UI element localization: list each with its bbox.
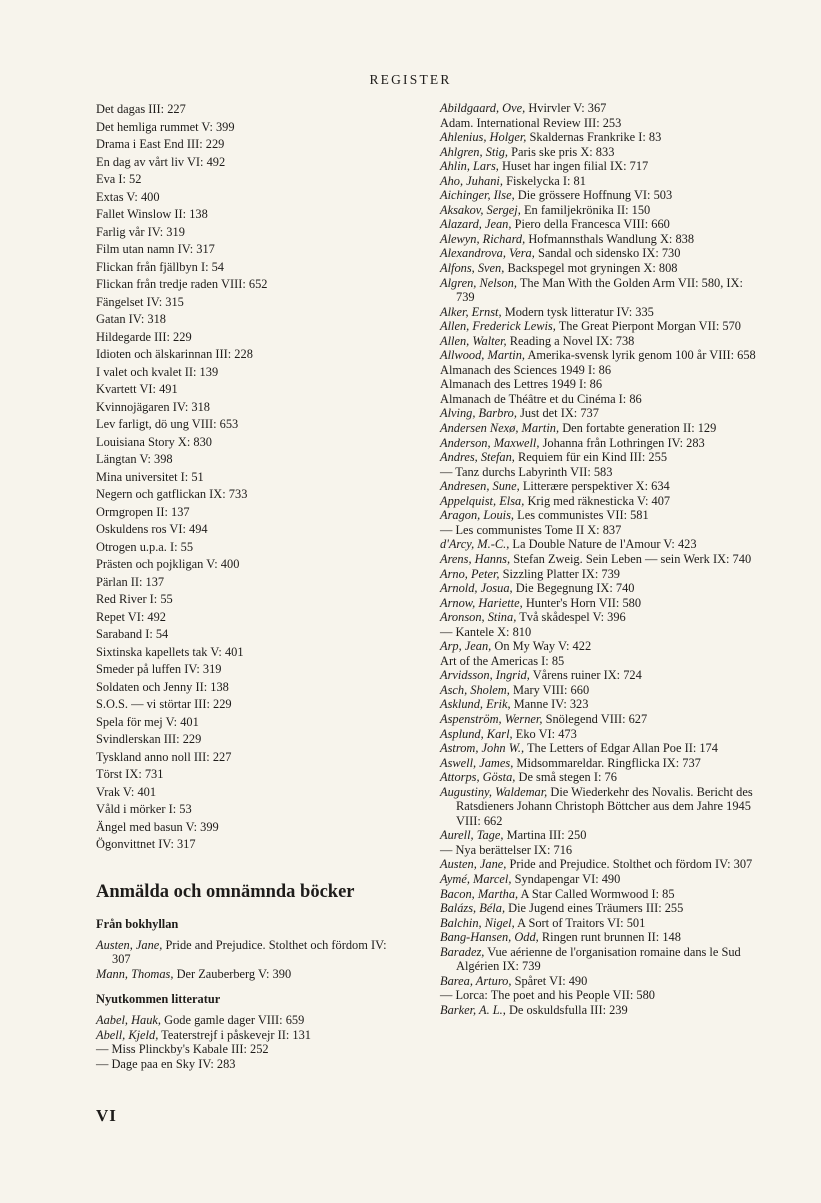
entry-author: Mann, Thomas, [96, 966, 174, 981]
entry-title: — Kantele X: 810 [440, 624, 532, 639]
entry-author: Andresen, Sune, [440, 479, 520, 494]
film-entry: Kvartett VI: 491 [96, 382, 178, 396]
film-entry: Negern och gatflickan IX: 733 [96, 487, 248, 501]
film-entry: Repet VI: 492 [96, 609, 166, 624]
books-section-heading: Anmälda och omnämnda böcker [96, 881, 355, 902]
entry-author: Alfons, Sven, [440, 261, 505, 276]
film-entry: Ängel med basun V: 399 [96, 819, 219, 834]
index-entry [440, 450, 764, 465]
index-entry [440, 246, 764, 261]
entry-author: Aswell, James, [440, 755, 514, 770]
entry-author: Arno, Peter, [440, 566, 500, 581]
index-entry [440, 203, 764, 218]
film-entry: Ögonvittnet IV: 317 [96, 837, 196, 851]
index-entry [440, 363, 764, 378]
entry-title: Huset har ingen filial IX: 717 [501, 159, 649, 174]
film-entry: Längtan V: 398 [96, 452, 173, 466]
entry-author: Aho, Juhani, [440, 173, 503, 188]
entry-title: Pride and Prejudice. Stolthet och fördom IV: 307 [112, 937, 387, 967]
bookshelf-heading: Från bokhyllan [96, 916, 179, 931]
entry-title: Midsommareldar. Ringflicka IX: 737 [516, 755, 701, 770]
entry-author: Arnold, Josua, [440, 581, 513, 596]
entry-author: Anderson, Maxwell, [440, 435, 540, 450]
entry-author: Alazard, Jean, [440, 217, 512, 232]
bookshelf-list [96, 938, 406, 982]
entry-title: Adam. International Review III: 253 [440, 115, 622, 130]
index-entry [440, 552, 764, 567]
entry-author: Austen, Jane, [96, 937, 163, 952]
entry-author: Aichinger, Ilse, [440, 188, 515, 203]
entry-title: Die Wiederkehr des Novalis. Bericht des Ratsdieners Johann Christoph Böttcher aus dem Jahre 1945 VIII: 662 [456, 784, 753, 828]
film-entry: Film utan namn IV: 317 [96, 242, 215, 256]
entry-author: Balchin, Nigel, [440, 915, 515, 930]
entry-author: Aksakov, Sergej, [440, 202, 521, 217]
entry-title: En familjekrönika II: 150 [523, 202, 651, 217]
index-entry [440, 770, 764, 785]
entry-title: Just det IX: 737 [520, 406, 599, 421]
index-entry [440, 523, 764, 538]
entry-author: Arp, Jean, [440, 639, 492, 654]
index-entry [440, 392, 764, 407]
entry-author: Astrom, John W., [440, 741, 525, 756]
film-entry: Idioten och älskarinnan III: 228 [96, 347, 253, 361]
film-entry: Oskuldens ros VI: 494 [96, 522, 208, 536]
entry-author: Aronson, Stina, [440, 610, 517, 625]
entry-title: Krig med räknesticka V: 407 [527, 493, 671, 508]
index-entry [440, 348, 764, 363]
entry-author: Austen, Jane, [440, 857, 507, 872]
film-entry: Smeder på luffen IV: 319 [96, 662, 222, 676]
film-entry: Fallet Winslow II: 138 [96, 207, 208, 221]
film-entry: Vrak V: 401 [96, 784, 157, 799]
index-entry [440, 159, 764, 174]
index-entry [440, 494, 764, 509]
entry-author: Alewyn, Richard, [440, 231, 526, 246]
bookshelf-entry [96, 938, 406, 967]
new-literature-entry [96, 1057, 406, 1072]
entry-author: Asch, Sholem, [440, 682, 510, 697]
entry-author: Arnow, Hariette, [440, 595, 523, 610]
film-entry: Tyskland anno noll III: 227 [96, 749, 232, 764]
entry-title: Syndapengar VI: 490 [514, 871, 621, 886]
entry-author: d'Arcy, M.-C., [440, 537, 510, 552]
index-entry [440, 901, 764, 916]
film-entry: Saraband I: 54 [96, 627, 169, 641]
film-entry: Lev farligt, dö ung VIII: 653 [96, 417, 239, 431]
entry-author: Aabel, Hauk, [96, 1013, 162, 1028]
new-literature-list [96, 1013, 406, 1071]
entry-author: Alving, Barbro, [440, 406, 517, 421]
entry-author: Allen, Frederick Lewis, [440, 319, 556, 334]
index-entry [440, 377, 764, 392]
entry-author: Ahlenius, Holger, [440, 130, 527, 145]
entry-title: La Double Nature de l'Amour V: 423 [512, 537, 697, 552]
entry-author: Allwood, Martin, [440, 348, 526, 363]
index-entry [440, 174, 764, 189]
index-entry [440, 625, 764, 640]
entry-author: Baradez, [440, 944, 485, 959]
film-entry: Extas V: 400 [96, 189, 160, 204]
entry-author: Attorps, Gösta, [440, 770, 516, 785]
index-entry [440, 334, 764, 349]
index-entry [440, 828, 764, 843]
entry-title: Piero della Francesca VIII: 660 [514, 217, 670, 232]
index-entry [440, 857, 764, 872]
entry-title: Martina III: 250 [506, 828, 587, 843]
index-entry [440, 756, 764, 771]
film-entry: Soldaten och Jenny II: 138 [96, 679, 229, 694]
entry-title: Die grössere Hoffnung VI: 503 [517, 188, 673, 203]
entry-author: Allen, Walter, [440, 333, 507, 348]
page-header: REGISTER [369, 72, 452, 87]
entry-title: Amerika-svensk lyrik genom 100 år VIII: 658 [527, 348, 756, 363]
index-entry [440, 217, 764, 232]
entry-title: Teaterstrejf i påskevejr II: 131 [161, 1027, 311, 1042]
index-entry [440, 945, 764, 974]
entry-author: Barker, A. L., [440, 1002, 506, 1017]
entry-title: Sandal och sidensko IX: 730 [537, 246, 681, 261]
entry-title: — Tanz durchs Labyrinth VII: 583 [440, 464, 613, 479]
film-entry: Flickan från fjällbyn I: 54 [96, 259, 225, 274]
index-entry [440, 727, 764, 742]
index-entry [440, 916, 764, 931]
index-entry [440, 610, 764, 625]
entry-title: On My Way V: 422 [494, 639, 592, 654]
index-entry [440, 261, 764, 276]
index-entry [440, 537, 764, 552]
entry-author: Aragon, Louis, [440, 508, 515, 523]
film-entry: Otrogen u.p.a. I: 55 [96, 539, 194, 554]
entry-title: Johanna från Lothringen IV: 283 [542, 435, 705, 450]
entry-title: The Great Pierpont Morgan VII: 570 [558, 319, 741, 334]
film-entry: Louisiana Story X: 830 [96, 434, 212, 449]
index-entry [440, 887, 764, 902]
film-entry: Våld i mörker I: 53 [96, 802, 192, 816]
entry-title: Paris ske pris X: 833 [511, 144, 615, 159]
entry-title: Eko VI: 473 [515, 726, 577, 741]
index-entry [440, 406, 764, 421]
entry-title: Almanach de Théâtre et du Cinéma I: 86 [440, 391, 642, 406]
entry-title: Hofmannsthals Wandlung X: 838 [528, 231, 695, 246]
entry-title: The Letters of Edgar Allan Poe II: 174 [526, 741, 718, 756]
entry-title: Ringen runt brunnen II: 148 [541, 930, 681, 945]
index-entry [440, 276, 764, 305]
new-literature-entry [96, 1042, 406, 1057]
entry-title: A Sort of Traitors VI: 501 [517, 915, 646, 930]
entry-author: Appelquist, Elsa, [440, 493, 525, 508]
entry-author: Aymé, Marcel, [440, 871, 512, 886]
index-entry [440, 188, 764, 203]
entry-author: Ahlin, Lars, [440, 159, 499, 174]
entry-title: — Les communistes Tome II X: 837 [440, 522, 622, 537]
index-entry [440, 479, 764, 494]
entry-title: Manne IV: 323 [513, 697, 589, 712]
entry-author: Asplund, Karl, [440, 726, 513, 741]
film-entry: Hildegarde III: 229 [96, 329, 192, 344]
entry-title: Stefan Zweig. Sein Leben — sein Werk IX: 740 [513, 551, 752, 566]
entry-author: Augustiny, Waldemar, [440, 784, 548, 799]
index-entry [440, 843, 764, 858]
film-entry: Ormgropen II: 137 [96, 504, 190, 519]
entry-title: Vue aérienne de l'organisation romaine dans le Sud Algérien IX: 739 [456, 944, 741, 974]
entry-title: Två skådespel V: 396 [519, 610, 626, 625]
entry-title: Die Begegnung IX: 740 [515, 581, 635, 596]
new-literature-heading: Nyutkommen litteratur [96, 992, 221, 1007]
entry-author: Abell, Kjeld, [96, 1027, 159, 1042]
new-literature-entry [96, 1013, 406, 1028]
entry-title: Hvirvler V: 367 [528, 101, 607, 115]
index-entry [440, 697, 764, 712]
entry-title: Modern tysk litteratur IV: 335 [504, 304, 654, 319]
entry-title: Fiskelycka I: 81 [506, 173, 586, 188]
entry-title: Almanach des Sciences 1949 I: 86 [440, 362, 612, 377]
entry-title: Den fortabte generation II: 129 [562, 421, 717, 436]
entry-title: Art of the Americas I: 85 [440, 653, 565, 668]
index-entry [440, 421, 764, 436]
entry-author: Ahlgren, Stig, [440, 144, 509, 159]
entry-author: Arvidsson, Ingrid, [440, 668, 530, 683]
entry-title: Snölegend VIII: 627 [545, 711, 648, 726]
film-entry: Pärlan II: 137 [96, 574, 165, 589]
index-entry [440, 130, 764, 145]
entry-title: Reading a Novel IX: 738 [509, 333, 635, 348]
entry-title: Les communistes VII: 581 [517, 508, 649, 523]
index-entry [440, 930, 764, 945]
entry-title: Hunter's Horn VII: 580 [525, 595, 642, 610]
index-entry [440, 974, 764, 989]
entry-title: De oskuldsfulla III: 239 [508, 1002, 628, 1017]
index-entry [440, 741, 764, 756]
entry-author: Andres, Stefan, [440, 450, 515, 465]
entry-title: Litterære perspektiver X: 634 [522, 479, 670, 494]
entry-title: Pride and Prejudice. Stolthet och fördom IV: 307 [509, 857, 753, 872]
entry-title: Almanach des Lettres 1949 I: 86 [440, 377, 603, 392]
entry-author: Barea, Arturo, [440, 973, 512, 988]
index-entry [440, 305, 764, 320]
film-entry: Det hemliga rummet V: 399 [96, 119, 235, 134]
index-entry [440, 101, 764, 116]
index-entry [440, 116, 764, 131]
index-entry [440, 436, 764, 451]
film-entry: Det dagas III: 227 [96, 102, 186, 116]
entry-title: Mary VIII: 660 [512, 682, 590, 697]
entry-title: Vårens ruiner IX: 724 [532, 668, 642, 683]
index-entry [440, 785, 764, 829]
entry-title: — Dage paa en Sky IV: 283 [96, 1057, 236, 1072]
entry-author: Asklund, Erik, [440, 697, 511, 712]
film-entry: Eva I: 52 [96, 172, 142, 186]
index-entry [440, 508, 764, 523]
film-entry: Flickan från tredje raden VIII: 652 [96, 277, 268, 291]
film-entry: Törst IX: 731 [96, 767, 164, 781]
entry-title: Sizzling Platter IX: 739 [502, 566, 621, 581]
left-column [96, 101, 406, 1072]
entry-author: Algren, Nelson, [440, 275, 517, 290]
entry-author: Aspenström, Werner, [440, 711, 543, 726]
index-entry [440, 596, 764, 611]
entry-author: Arens, Hanns, [440, 551, 511, 566]
entry-author: Bacon, Martha, [440, 886, 519, 901]
film-entry: Farlig vår IV: 319 [96, 224, 185, 239]
film-entry: S.O.S. — vi störtar III: 229 [96, 697, 232, 711]
film-entry: Red River I: 55 [96, 592, 173, 606]
film-entry: Kvinnojägaren IV: 318 [96, 399, 211, 414]
entry-author: Alker, Ernst, [440, 304, 502, 319]
film-title-list [96, 101, 406, 854]
index-entry [440, 232, 764, 247]
entry-author: Abildgaard, Ove, [440, 101, 526, 115]
film-entry: I valet och kvalet II: 139 [96, 364, 219, 379]
index-entry [440, 988, 764, 1003]
index-entry [440, 581, 764, 596]
right-column [440, 101, 764, 1017]
entry-title: Backspegel mot gryningen X: 808 [507, 261, 678, 276]
index-entry [440, 872, 764, 887]
entry-author: Balázs, Béla, [440, 901, 506, 916]
index-entry [440, 1003, 764, 1018]
entry-title: — Miss Plinckby's Kabale III: 252 [96, 1042, 269, 1057]
index-entry [440, 654, 764, 669]
page-number: VI [96, 1106, 117, 1125]
index-entry [440, 145, 764, 160]
index-entry [440, 319, 764, 334]
entry-title: Der Zauberberg V: 390 [176, 966, 292, 981]
film-entry: En dag av vårt liv VI: 492 [96, 154, 226, 169]
entry-title: — Nya berättelser IX: 716 [440, 842, 573, 857]
entry-title: Spåret VI: 490 [514, 973, 588, 988]
entry-title: Gode gamle dager VIII: 659 [164, 1013, 305, 1028]
index-entry [440, 683, 764, 698]
entry-title: Skaldernas Frankrike I: 83 [529, 130, 662, 145]
author-index-list [440, 101, 764, 1017]
film-entry: Drama i East End III: 229 [96, 137, 225, 151]
film-entry: Svindlerskan III: 229 [96, 732, 202, 746]
entry-title: Die Jugend eines Träumers III: 255 [508, 901, 684, 916]
entry-title: A Star Called Wormwood I: 85 [520, 886, 675, 901]
film-entry: Sixtinska kapellets tak V: 401 [96, 644, 244, 659]
index-entry [440, 567, 764, 582]
entry-author: Andersen Nexø, Martin, [440, 421, 560, 436]
entry-title: — Lorca: The poet and his People VII: 580 [440, 988, 655, 1003]
entry-author: Bang-Hansen, Odd, [440, 930, 539, 945]
index-entry [440, 712, 764, 727]
film-entry: Gatan IV: 318 [96, 312, 166, 326]
index-entry [440, 465, 764, 480]
film-entry: Spela för mej V: 401 [96, 714, 199, 729]
bookshelf-entry [96, 967, 406, 982]
film-entry: Mina universitet I: 51 [96, 469, 204, 484]
index-entry [440, 639, 764, 654]
entry-author: Aurell, Tage, [440, 828, 504, 843]
film-entry: Prästen och pojkligan V: 400 [96, 557, 240, 571]
entry-title: Requiem für ein Kind III: 255 [518, 450, 668, 465]
entry-title: The Man With the Golden Arm VII: 580, IX: 739 [456, 275, 743, 305]
entry-author: Alexandrova, Vera, [440, 246, 535, 261]
index-entry [440, 668, 764, 683]
film-entry: Fängelset IV: 315 [96, 294, 184, 309]
entry-title: De små stegen I: 76 [518, 770, 617, 785]
new-literature-entry [96, 1028, 406, 1043]
